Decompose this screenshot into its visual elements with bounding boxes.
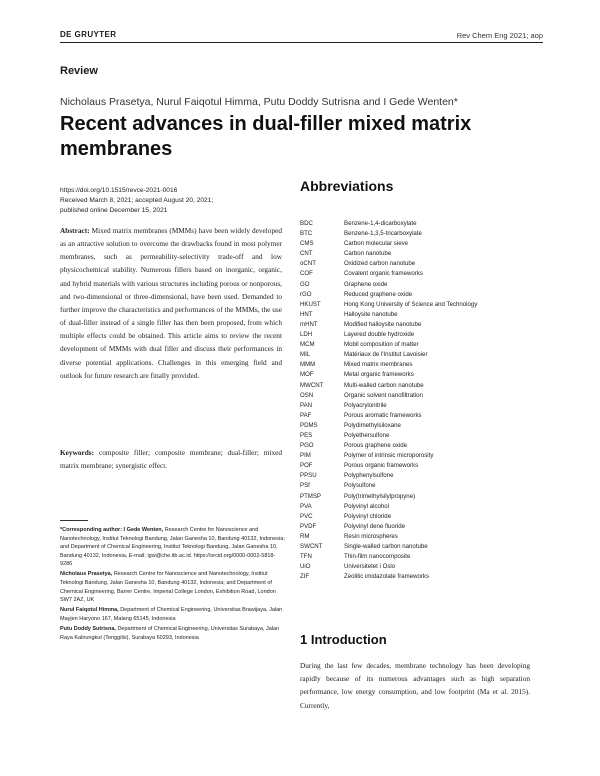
abbreviation-term: PTMSP — [300, 492, 321, 500]
abbreviation-item — [300, 502, 545, 512]
abbreviation-item — [300, 340, 545, 350]
abbreviation-definition: Resin microspheres — [344, 532, 398, 540]
abstract-label: Abstract: — [60, 226, 90, 235]
abbreviation-term: MWCNT — [300, 381, 324, 389]
abbreviation-term: CMS — [300, 240, 314, 248]
abbreviation-term: PVDF — [300, 522, 317, 530]
abbreviation-item — [300, 471, 545, 481]
abbreviation-term: GO — [300, 280, 310, 288]
abbreviation-definition: Polysulfone — [344, 482, 376, 490]
abbreviation-definition: Polyvinyl alcohol — [344, 502, 390, 510]
abbreviation-item — [300, 269, 545, 279]
abbreviation-definition: Porous graphene oxide — [344, 442, 408, 450]
introduction-text: During the last few decades, membrane technology has been developing rapidly because of its numerous advantages such as high separation performance, low energy consumption, and low footprint (Ma et al. 2015). Currently, — [300, 661, 530, 710]
abbreviation-definition: Porous aromatic frameworks — [344, 411, 422, 419]
abbreviation-definition: Carbon molecular sieve — [344, 240, 409, 248]
abbreviation-definition: Polymer of intrinsic microporosity — [344, 452, 434, 460]
abbreviation-item — [300, 552, 545, 562]
abbreviation-item — [300, 411, 545, 421]
abbreviation-definition: Zeolitic imidazolate frameworks — [344, 573, 430, 581]
doi-link[interactable]: https://doi.org/10.1515/revce-2021-0016 — [60, 187, 178, 194]
abbreviation-item — [300, 431, 545, 441]
abbreviation-term: ZIF — [300, 573, 310, 581]
abbreviation-term: HNT — [300, 310, 313, 318]
abbreviation-term: PSf — [300, 482, 310, 490]
abbreviation-item — [300, 542, 545, 552]
corresponding-author-text: Research Centre for Nanoscience and Nanotechnology, Institut Teknologi Bandung, Jalan Ganesha 10, Bandung 40132, Indonesia; and Department of Chemical Engineering, Institut Teknologi Bandung, Jalan Ganesha 10, Bandung 40132, Indonesia, E-mail: igw@che.itb.ac.id. https://orcid.org/0000-0002-5818-9286 — [60, 527, 285, 568]
abbreviation-item — [300, 370, 545, 380]
abbreviation-definition: Covalent organic frameworks — [344, 270, 423, 278]
header-rule — [60, 42, 543, 43]
abbreviation-term: SWCNT — [300, 543, 323, 550]
abbreviation-definition: Thin-film nanocomposite — [344, 553, 411, 561]
abbreviation-item — [300, 330, 545, 340]
affiliation-note — [60, 625, 285, 642]
abbreviation-definition: Matériaux de l'Institut Lavoisier — [344, 351, 428, 359]
abbreviation-definition: Polyvinyl dene fluoride — [344, 522, 405, 530]
abbreviation-definition: Polyvinyl chloride — [344, 512, 392, 520]
corresponding-author-note — [60, 526, 285, 569]
abbreviation-definition: Universitetet i Oslo — [344, 563, 396, 571]
abbreviation-item — [300, 481, 545, 491]
abbreviation-definition: Organic solvent nanofiltration — [344, 391, 423, 399]
abbreviation-term: PIM — [300, 452, 311, 460]
abbreviation-item — [300, 249, 545, 259]
abbreviation-item — [300, 391, 545, 401]
abbreviation-term: PAN — [300, 401, 313, 409]
abbreviation-definition: Mixed matrix membranes — [344, 361, 413, 369]
abbreviation-term: PVA — [300, 502, 312, 510]
abbreviation-item — [300, 300, 545, 310]
abbreviation-definition: Multi-walled carbon nanotube — [344, 381, 424, 389]
abbreviation-item — [300, 421, 545, 431]
abbreviation-definition: Layered double hydroxide — [344, 331, 415, 339]
abbreviation-term: COF — [300, 270, 313, 278]
abbreviation-term: TFN — [300, 553, 312, 561]
footnote-rule — [60, 520, 88, 521]
abbreviation-item — [300, 562, 545, 572]
abbreviation-item — [300, 219, 545, 229]
affiliation-author-label: Nicholaus Prasetya, — [60, 571, 113, 578]
abbreviation-item — [300, 461, 545, 471]
abbreviation-definition: Mobil composition of matter — [344, 341, 419, 349]
abbreviation-item — [300, 310, 545, 320]
abbreviation-term: MIL — [300, 351, 311, 359]
abbreviation-item — [300, 350, 545, 360]
abbreviation-item — [300, 532, 545, 542]
abbreviation-item — [300, 229, 545, 239]
author-list: Nicholaus Prasetya, Nurul Faiqotul Himma, Putu Doddy Sutrisna and I Gede Wenten* — [60, 96, 458, 108]
abbreviation-definition: Carbon nanotube — [344, 250, 392, 258]
abbreviation-definition: Polydimethylsiloxane — [344, 421, 401, 429]
article-section-label: Review — [60, 65, 98, 77]
abbreviation-term: rGO — [300, 290, 312, 298]
affiliation-text: Research Centre for Nanoscience and Nanotechnology, Institut Teknologi Bandung, Jalan Ganesha 10, Bandung 40132, Indonesia; and Department of Chemical Engineering, Barrer Centre, Imperial College London, Exhibition Road, London SW7 2AZ, UK — [60, 571, 276, 604]
abbreviation-item — [300, 290, 545, 300]
abbreviation-definition: Graphene oxide — [344, 280, 388, 288]
abbreviation-item — [300, 492, 545, 502]
abbreviation-definition: Metal organic frameworks — [344, 371, 414, 379]
abbreviation-term: MOF — [300, 371, 314, 379]
abbreviation-definition: Hong Kong University of Science and Technology — [344, 300, 478, 308]
introduction-heading: 1 Introduction — [300, 632, 387, 647]
abbreviation-item — [300, 360, 545, 370]
abbreviation-term: OSN — [300, 391, 314, 399]
abbreviation-term: HKUST — [300, 300, 321, 308]
keywords-label: Keywords: — [60, 448, 95, 457]
journal-reference: Rev Chem Eng 2021; aop — [456, 31, 543, 40]
abbreviation-definition: Reduced graphene oxide — [344, 290, 413, 298]
abbreviations-heading: Abbreviations — [300, 178, 394, 194]
corresponding-author-label: *Corresponding author: I Gede Wenten, — [60, 527, 164, 533]
abbreviation-item — [300, 572, 545, 582]
abbreviation-item — [300, 381, 545, 391]
abbreviation-definition: Modified halloysite nanotube — [344, 320, 422, 328]
affiliation-note — [60, 606, 285, 623]
abbreviation-item — [300, 401, 545, 411]
abbreviation-term: LDH — [300, 331, 313, 339]
abbreviation-term: POF — [300, 462, 313, 470]
abbreviation-item — [300, 320, 545, 330]
abbreviation-term: PAF — [300, 411, 312, 419]
abbreviation-term: PES — [300, 431, 313, 439]
article-title: Recent advances in dual-filler mixed matrix membranes — [60, 113, 472, 160]
abbreviation-term: mHNT — [300, 320, 318, 328]
affiliation-text: Department of Chemical Engineering, Universitas Surabaya, Jalan Raya Kalirungkut (Tenggilis), Surabaya 60293, Indonesia — [60, 626, 280, 641]
abbreviation-item — [300, 512, 545, 522]
abbreviation-term: RM — [300, 532, 310, 540]
abbreviation-term: BTC — [300, 230, 313, 238]
affiliation-author-label: Nurul Faiqotul Himma, — [60, 607, 119, 614]
abbreviations-list — [300, 219, 545, 582]
abbreviation-term: CNT — [300, 250, 313, 258]
abbreviation-definition: Benzene-1,4-dicarboxylate — [344, 220, 417, 227]
abbreviation-term: BDC — [300, 220, 313, 227]
affiliation-author-label: Putu Doddy Sutrisna, — [60, 626, 116, 633]
abbreviation-item — [300, 441, 545, 451]
abbreviation-term: PPSU — [300, 472, 317, 480]
author-affiliations — [60, 526, 285, 644]
abbreviation-term: UiO — [300, 563, 311, 571]
abbreviation-definition: Polyethersulfone — [344, 431, 390, 439]
abbreviation-definition: Porous organic frameworks — [344, 462, 419, 470]
publisher-name: DE GRUYTER — [60, 30, 117, 39]
affiliation-note — [60, 570, 285, 604]
abbreviation-item — [300, 451, 545, 461]
abbreviation-term: PDMS — [300, 421, 318, 429]
abbreviation-term: oCNT — [300, 260, 316, 268]
keywords-text: composite filler; composite membrane; dual-filler; mixed matrix membrane; synergistic effect. — [60, 448, 283, 470]
abbreviation-term: MCM — [300, 341, 315, 349]
abbreviation-item — [300, 280, 545, 290]
abbreviation-definition: Oxidized carbon nanotube — [344, 260, 416, 268]
abstract — [60, 224, 282, 382]
abbreviation-definition: Polyphenylsulfone — [344, 472, 394, 480]
abstract-text: Mixed matrix membranes (MMMs) have been widely developed as an attractive solution to overcome the drawbacks found in most polymer membranes, such as permeability-selectivity trade-off and low physicochemical stability. Numerous fillers based on inorganic, organic, and hybrid materials with various structures including porous or nonporous, and two-dimensional or three-dimensional, have been used. Demanded to further improve the characteristics and performances of the MMMs, the use of dual-filler instead of a single filler has then been proposed, from which multiple effects could be obtained. This article aims to review the recent development of MMMs with dual filler and discuss their performances in diverse potential applications. Challenges in this emerging field and outlook for future research are finally provided. — [60, 226, 282, 380]
published-date: published online December 15, 2021 — [60, 207, 168, 214]
affiliation-text: Department of Chemical Engineering, Universitas Brawijaya, Jalan Mayjen Haryono 167, Malang 65145, Indonesia — [60, 607, 283, 622]
abbreviation-term: PVC — [300, 512, 313, 520]
abbreviation-definition: Polyacrylonitrile — [344, 401, 387, 409]
abbreviation-definition: Single-walled carbon nanotube — [344, 543, 428, 550]
abbreviation-definition: Halloysite nanotube — [344, 310, 398, 318]
abbreviation-term: PGO — [300, 442, 314, 450]
keywords — [60, 446, 282, 472]
received-date: Received March 8, 2021; accepted August 20, 2021; — [60, 197, 214, 204]
abbreviation-item — [300, 239, 545, 249]
abbreviation-item — [300, 259, 545, 269]
abbreviation-definition: Benzene-1,3,5-tricarboxylate — [344, 230, 422, 238]
abbreviation-item — [300, 522, 545, 532]
abbreviation-definition: Poly(trimethylsilylpropyne) — [344, 492, 416, 500]
article-metadata — [60, 186, 300, 216]
abbreviation-term: MMM — [300, 361, 316, 369]
